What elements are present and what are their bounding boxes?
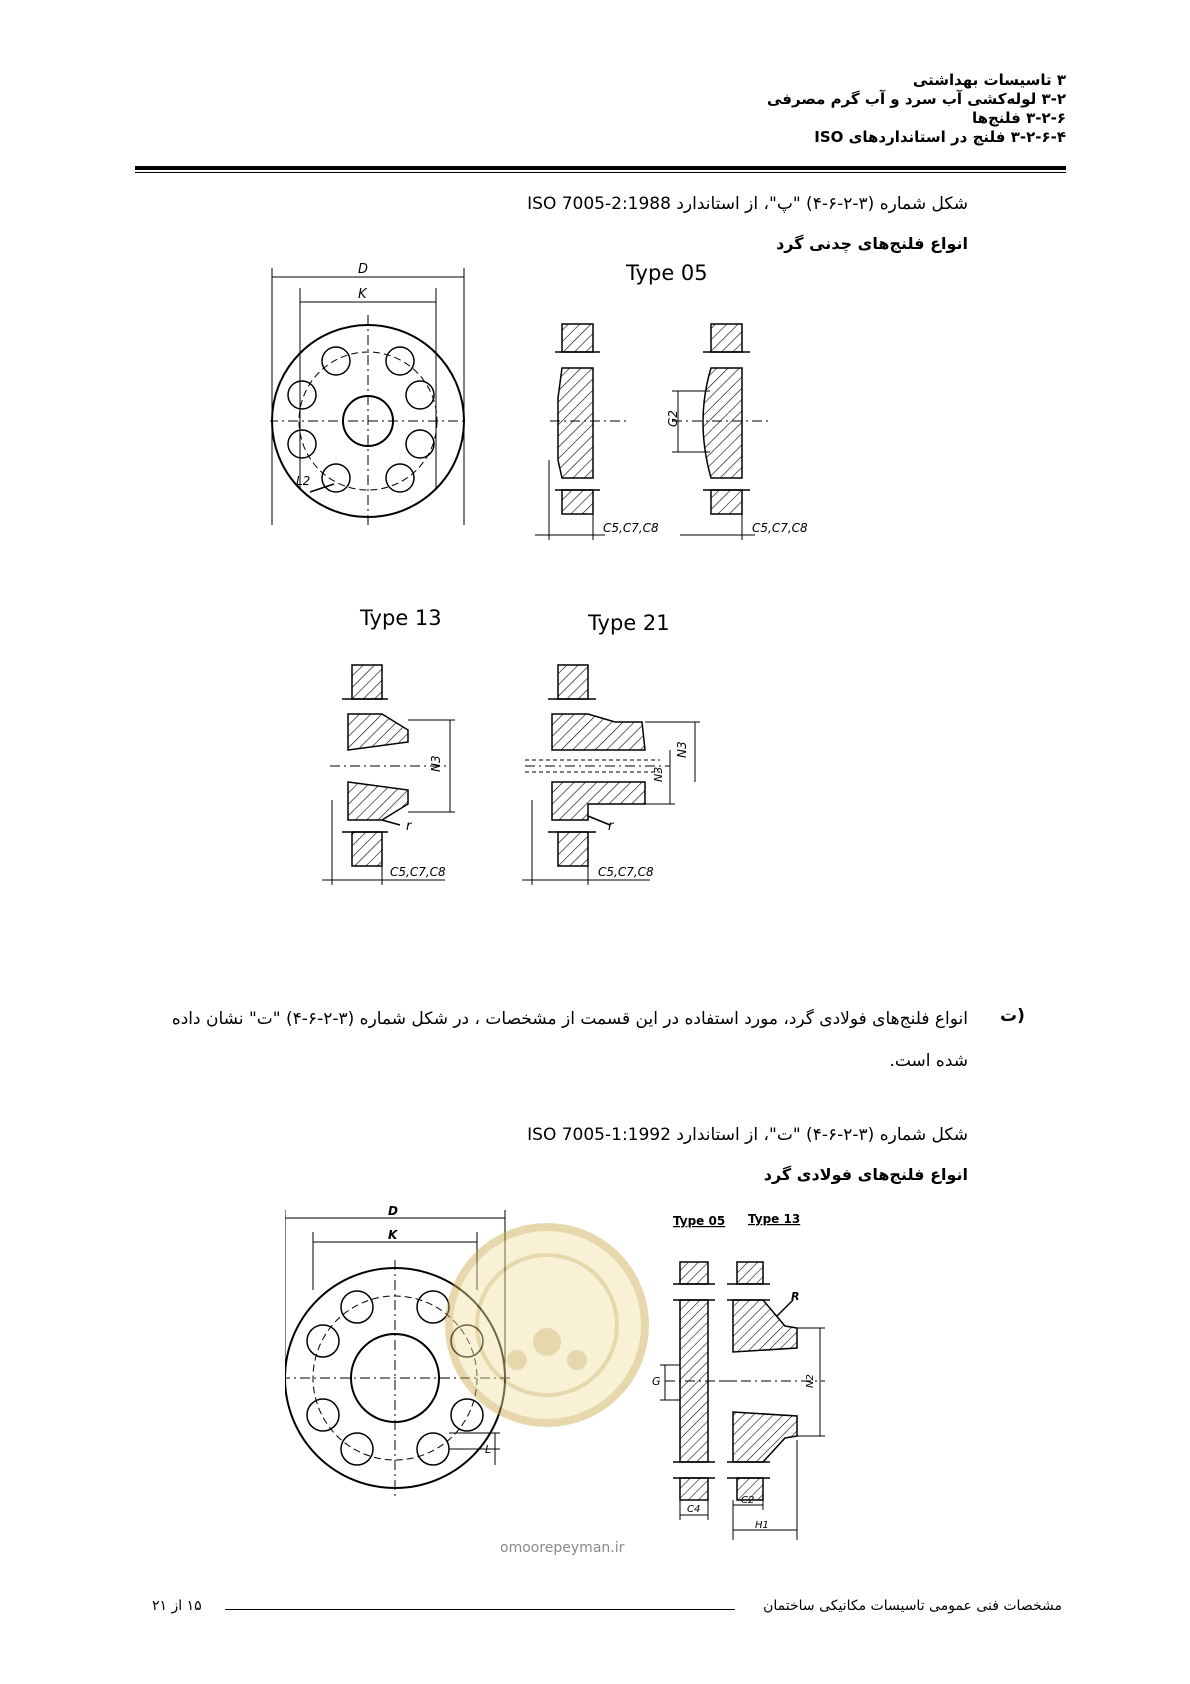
watermark-seal <box>449 1227 645 1423</box>
type05-dim-g-2: G <box>652 1375 661 1388</box>
dim-K-2: K <box>388 1228 398 1242</box>
type05-section-b <box>672 324 770 540</box>
header-topic: ۳-۲-۶-۴ فلنج در استانداردهای ISO <box>814 128 1066 146</box>
type13-label-2: Type 13 <box>748 1212 801 1226</box>
type13-dim-n3: N3 <box>429 755 443 772</box>
figure-cast-iron-flanges <box>270 260 950 920</box>
type05-dim-g2: G2 <box>666 410 680 427</box>
header-section: ۳-۲ لوله‌کشی آب سرد و آب گرم مصرفی <box>766 90 1066 108</box>
type05-section-2 <box>660 1262 735 1520</box>
dim-L2: L2 <box>296 474 311 488</box>
figure-caption: شکل شماره (۳-۲-۶-۴) "پ"، از استاندارد ISO 7005-2:1988 <box>527 194 968 214</box>
type13-section-2 <box>721 1262 825 1540</box>
type21-dim-c: C5,C7,C8 <box>598 865 654 879</box>
type13-section <box>322 665 455 885</box>
type13-dim-n2: N2 <box>805 1374 816 1388</box>
type13-dim-c2: C2 <box>741 1495 755 1506</box>
dim-L: L <box>485 1443 492 1456</box>
type05-label: Type 05 <box>626 261 708 285</box>
footer-rule <box>225 1609 735 1610</box>
type21-dim-n3: N3 <box>675 741 689 758</box>
type13-dim-c: C5,C7,C8 <box>390 865 446 879</box>
type13-label: Type 13 <box>360 606 442 630</box>
dim-D: D <box>358 262 369 277</box>
figure-caption-2: شکل شماره (۳-۲-۶-۴) "ت"، از استاندارد ISO 7005-1:1992 <box>527 1125 968 1145</box>
type05-dim-c: C5,C7,C8 <box>603 521 659 535</box>
footer-page-number: ۱۵ از ۲۱ <box>152 1598 202 1614</box>
type13-dim-r-2: R <box>791 1290 800 1303</box>
figure-title-2: انواع فلنج‌های فولادی گرد <box>763 1165 968 1184</box>
figure-title: انواع فلنج‌های چدنی گرد <box>776 234 968 253</box>
header-chapter: ۳ تاسیسات بهداشتی <box>912 71 1066 89</box>
watermark-text: omoorepeyman.ir <box>500 1540 625 1556</box>
paragraph: انواع فلنج‌های فولادی گرد، مورد استفاده در این قسمت از مشخصات ، در شکل شماره (۳-۲-۶-۴) "ت" نشان داده شده است. <box>171 1009 968 1071</box>
type21-label: Type 21 <box>588 611 670 635</box>
dim-D-2: D <box>388 1204 398 1218</box>
type13-dim-h1: H1 <box>755 1520 769 1531</box>
header-subsection: ۳-۲-۶ فلنج‌ها <box>971 109 1066 127</box>
type05-dim-c-b: C5,C7,C8 <box>752 521 808 535</box>
type05-dim-c4: C4 <box>687 1504 701 1515</box>
dim-K: K <box>358 287 367 302</box>
header-rule <box>135 166 1066 170</box>
type13-dim-r: r <box>406 819 412 834</box>
type21-dim-r: r <box>608 819 614 834</box>
figure-steel-flanges <box>285 1200 905 1560</box>
type21-section <box>522 665 700 885</box>
header-rule-thin <box>135 172 1066 173</box>
type05-label-2: Type 05 <box>673 1214 726 1228</box>
type05-section-a <box>535 324 628 540</box>
footer-document-title: مشخصات فنی عمومی تاسیسات مکانیکی ساختمان <box>763 1598 1062 1614</box>
item-marker: ت) <box>1000 1006 1025 1026</box>
type21-dim-n3-inner: N3 <box>652 766 665 782</box>
